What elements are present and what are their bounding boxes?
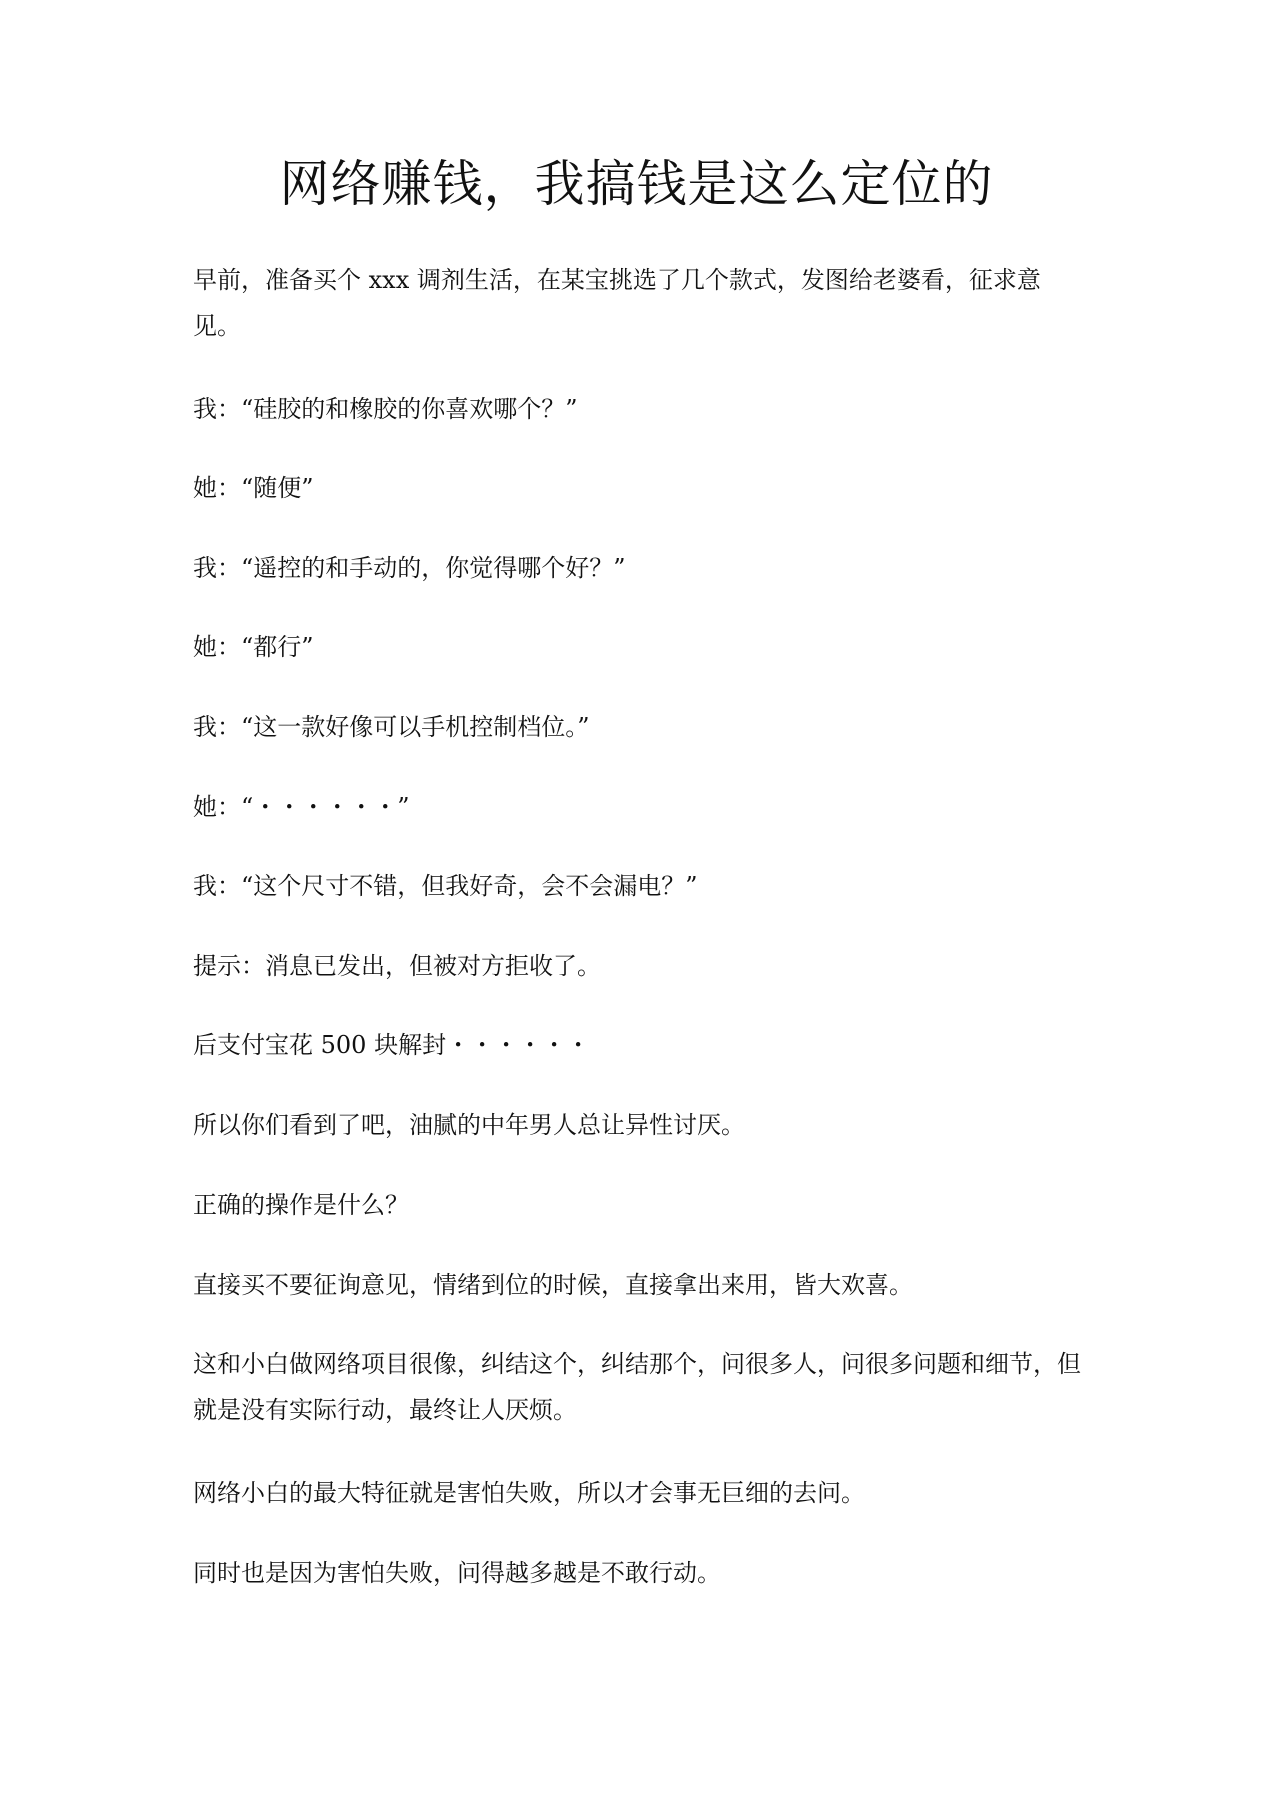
paragraph: 这和小白做网络项目很像，纠结这个，纠结那个，问很多人，问很多问题和细节，但就是没有实际行动，最终让人厌烦。 — [193, 1350, 1081, 1424]
dialogue-line: 她：“随便” — [193, 474, 314, 502]
dialogue-line: 我：“这个尺寸不错，但我好奇，会不会漏电？” — [193, 872, 698, 900]
notice-line: 提示：消息已发出，但被对方拒收了。 — [193, 952, 601, 980]
dialogue-line: 我：“硅胶的和橡胶的你喜欢哪个？” — [193, 395, 578, 423]
document-title: 网络赚钱，我搞钱是这么定位的 — [279, 155, 994, 213]
dialogue-line: 她：“都行” — [193, 633, 314, 661]
paragraph: 后支付宝花 500 块解封・・・・・・ — [193, 1031, 591, 1059]
paragraph: 网络小白的最大特征就是害怕失败，所以才会事无巨细的去问。 — [193, 1479, 865, 1507]
paragraph: 正确的操作是什么？ — [193, 1191, 409, 1219]
paragraph: 直接买不要征询意见，情绪到位的时候，直接拿出来用，皆大欢喜。 — [193, 1271, 913, 1299]
paragraph-intro: 早前，准备买个 xxx 调剂生活，在某宝挑选了几个款式，发图给老婆看，征求意见。 — [193, 266, 1041, 340]
dialogue-line: 我：“遥控的和手动的，你觉得哪个好？” — [193, 554, 626, 582]
dialogue-line: 她：“・・・・・・” — [193, 793, 410, 821]
paragraph: 所以你们看到了吧，油腻的中年男人总让异性讨厌。 — [193, 1111, 745, 1139]
dialogue-line: 我：“这一款好像可以手机控制档位。” — [193, 713, 590, 741]
paragraph: 同时也是因为害怕失败，问得越多越是不敢行动。 — [193, 1559, 721, 1587]
